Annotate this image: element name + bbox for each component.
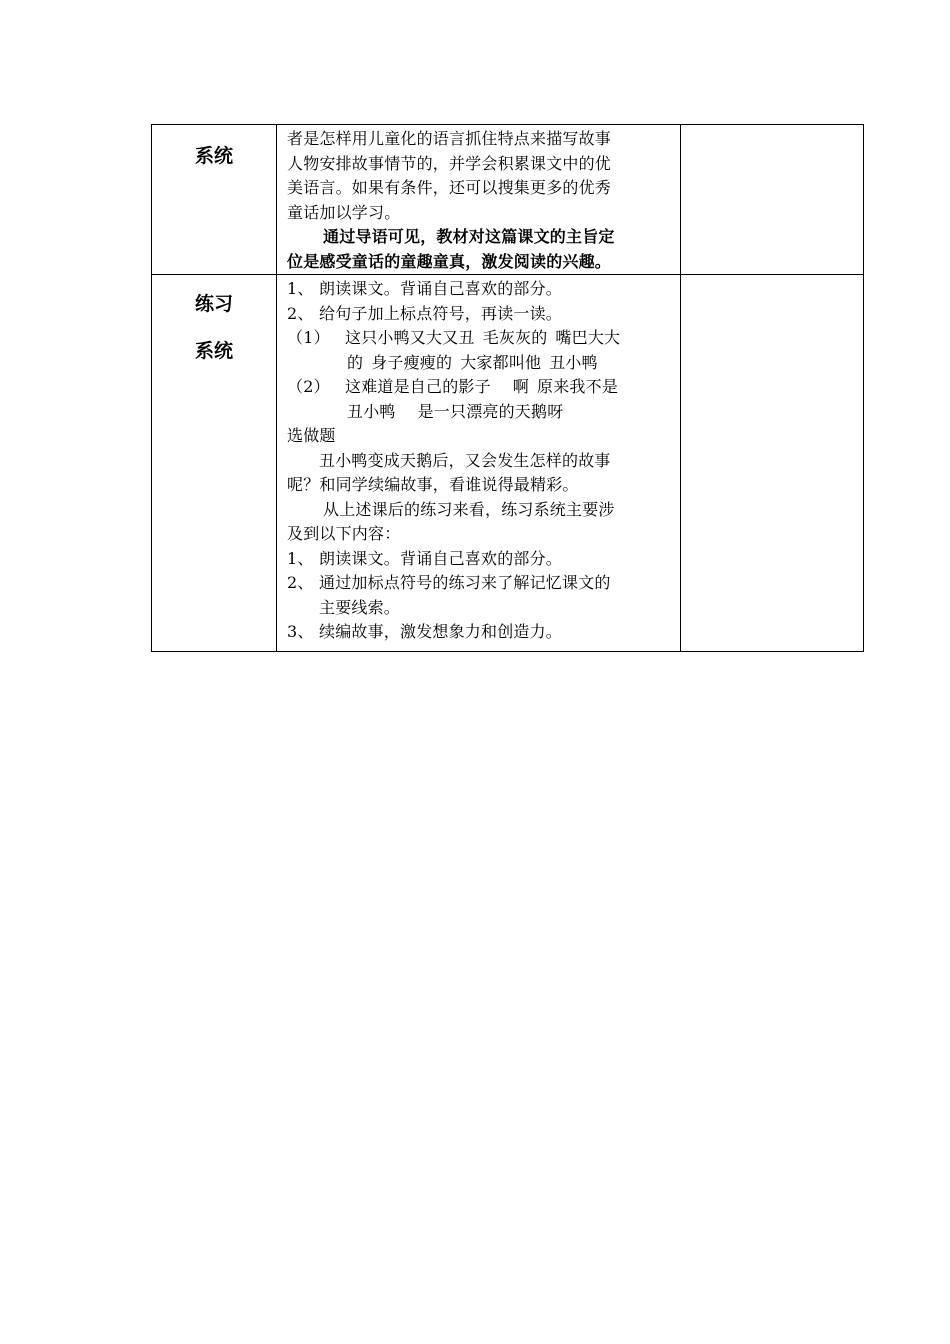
list-text: 朗读课文。背诵自己喜欢的部分。 bbox=[319, 548, 563, 568]
list-text: 朗读课文。背诵自己喜欢的部分。 bbox=[319, 279, 563, 298]
list-item bbox=[287, 302, 672, 327]
text-line: 童话加以学习。 bbox=[287, 202, 401, 222]
empty-notes-cell bbox=[681, 125, 864, 275]
row-label-cell bbox=[152, 125, 277, 275]
sentence-fragment: 大家都叫他 bbox=[460, 352, 542, 372]
sentence-fragment: 这只小鸭又大又丑 bbox=[345, 328, 475, 347]
row-label: 系统 bbox=[194, 145, 233, 167]
list-text: 续编故事，激发想象力和创造力。 bbox=[319, 622, 563, 641]
sub-list-item bbox=[287, 326, 672, 351]
list-item bbox=[287, 277, 672, 302]
sentence-fragment: 身子瘦瘦的 bbox=[371, 352, 453, 372]
sentence-fragment: 是一只漂亮的天鹅呀 bbox=[417, 401, 564, 421]
table-row bbox=[152, 275, 864, 652]
list-number: 3、 bbox=[287, 622, 314, 641]
text-line: 从上述课后的练习来看，练习系统主要涉 bbox=[323, 499, 615, 519]
list-number: 2、 bbox=[287, 303, 314, 323]
text-line: 人物安排故事情节的，并学会积累课文中的优 bbox=[287, 153, 612, 173]
sentence-fragment: 这难道是自己的影子 bbox=[345, 377, 491, 396]
sub-list-item bbox=[287, 375, 672, 400]
list-item bbox=[287, 571, 672, 596]
row-label: 练习 bbox=[194, 293, 233, 315]
sub-list-number: （2） bbox=[287, 377, 330, 396]
text-line: 丑小鸭变成天鹅后，又会发生怎样的故事 bbox=[319, 450, 611, 470]
row-label-cell bbox=[152, 275, 277, 652]
bold-text-line: 位是感受童话的童趣童真，激发阅读的兴趣。 bbox=[287, 251, 612, 271]
sentence-fragment: 啊 bbox=[512, 377, 530, 396]
row-label: 系统 bbox=[194, 340, 233, 362]
list-item bbox=[287, 547, 672, 572]
list-number: 1、 bbox=[287, 548, 314, 568]
sentence-fragment: 原来我不是 bbox=[537, 377, 619, 396]
list-text: 通过加标点符号的练习来了解记忆课文的 bbox=[319, 573, 611, 592]
row-content-cell bbox=[277, 125, 681, 275]
list-item bbox=[287, 620, 672, 645]
text-line: 者是怎样用儿童化的语言抓住特点来描写故事 bbox=[287, 129, 612, 148]
sentence-fragment: 嘴巴大大 bbox=[555, 328, 621, 347]
sentence-fragment: 的 bbox=[347, 352, 364, 372]
list-number: 1、 bbox=[287, 279, 314, 298]
text-line: 及到以下内容： bbox=[287, 524, 401, 543]
bold-text-line: 通过导语可见，教材对这篇课文的主旨定 bbox=[323, 227, 615, 246]
sentence-fragment: 丑小鸭 bbox=[347, 401, 396, 421]
empty-notes-cell bbox=[681, 275, 864, 652]
row-content-cell bbox=[277, 275, 681, 652]
text-line: 美语言。如果有条件，还可以搜集更多的优秀 bbox=[287, 178, 612, 197]
section-title: 选做题 bbox=[287, 426, 336, 445]
sub-list-continuation bbox=[287, 351, 672, 376]
content-table bbox=[151, 124, 864, 652]
table-row bbox=[152, 125, 864, 275]
sub-list-continuation bbox=[287, 400, 672, 425]
sub-list-number: （1） bbox=[287, 328, 330, 347]
sentence-fragment: 丑小鸭 bbox=[549, 352, 598, 372]
list-text: 给句子加上标点符号，再读一读。 bbox=[319, 303, 563, 323]
sentence-fragment: 毛灰灰的 bbox=[482, 328, 548, 347]
text-line: 呢？和同学续编故事，看谁说得最精彩。 bbox=[287, 475, 579, 494]
list-number: 2、 bbox=[287, 573, 314, 592]
list-item-continuation: 主要线索。 bbox=[319, 597, 401, 617]
